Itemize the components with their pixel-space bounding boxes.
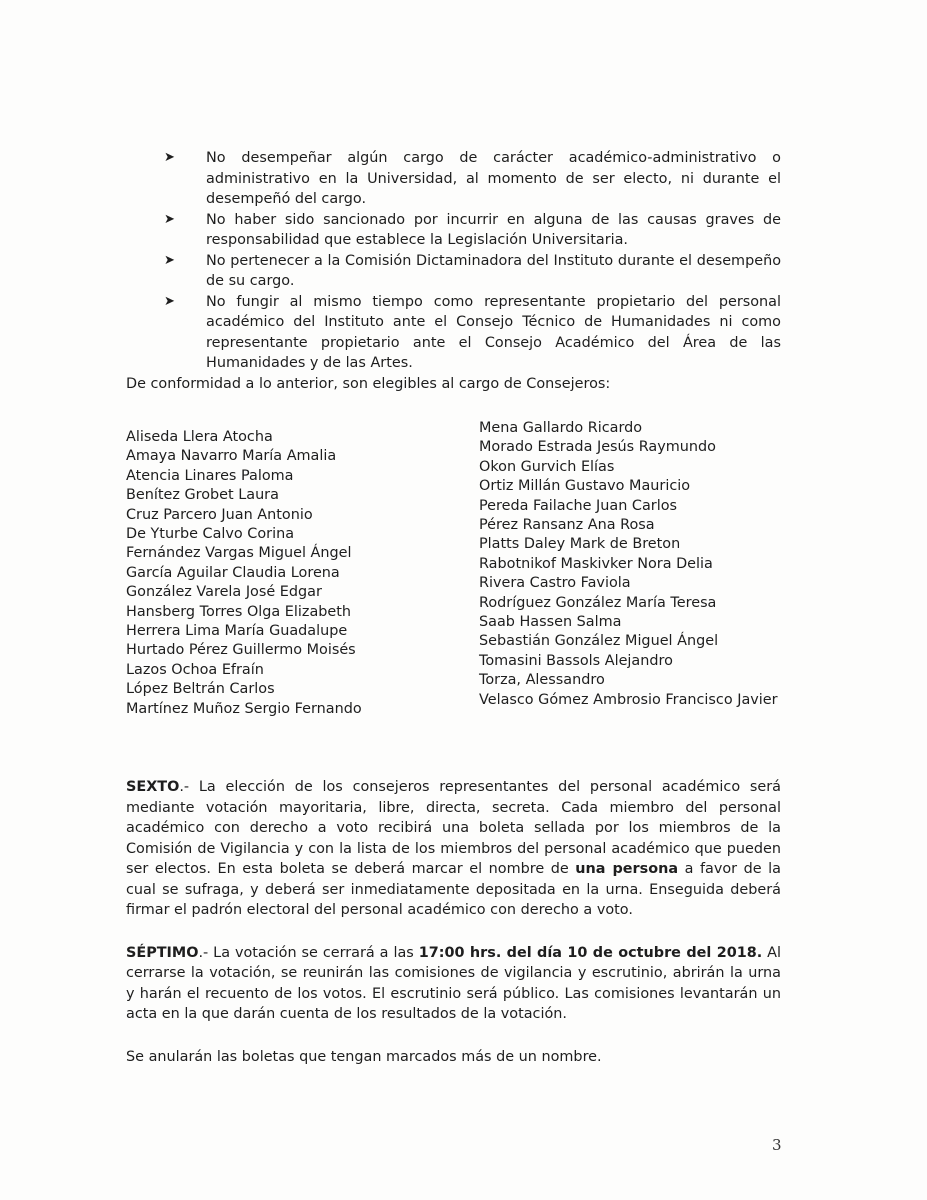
candidate-name: Ortiz Millán Gustavo Mauricio xyxy=(479,478,691,495)
candidate-name: Hansberg Torres Olga Elizabeth xyxy=(126,603,352,620)
page-content xyxy=(126,148,781,1067)
septimo-text-2: Al cerrarse la votación, se reunirán las comisiones de vigilancia y escrutinio, abrirán la urna y harán el recuento de los votos. El escrutinio será público. Las comisiones levantarán un acta en la que darán cuenta de los resultados de la votación. xyxy=(126,944,782,1023)
candidate-name: Pereda Failache Juan Carlos xyxy=(479,497,678,514)
requirements-list xyxy=(126,148,781,374)
arrow-bullet-icon: ➤ xyxy=(164,150,175,165)
candidate-name: Sebastián González Miguel Ángel xyxy=(479,633,719,650)
candidate-name: Rodríguez González María Teresa xyxy=(479,594,717,611)
candidate-name: Tomasini Bassols Alejandro xyxy=(479,652,673,669)
septimo-paragraph xyxy=(126,943,781,1025)
sexto-paragraph xyxy=(126,777,781,921)
candidate-name: Platts Daley Mark de Breton xyxy=(479,536,681,553)
septimo-text-1: .- La votación se cerrará a las xyxy=(198,944,419,961)
arrow-bullet-icon: ➤ xyxy=(164,293,175,309)
candidate-name: Rabotnikof Maskivker Nora Delia xyxy=(479,555,713,572)
arrow-bullet-icon: ➤ xyxy=(164,211,175,227)
candidate-name: Atencia Linares Paloma xyxy=(126,467,294,484)
candidate-name: García Aguilar Claudia Lorena xyxy=(126,564,340,581)
sexto-text-2: a favor de la cual se sufraga, y deberá ser inmediatamente depositada en la urna. Enseguida deberá firmar el padrón electoral del personal académico con derecho a voto. xyxy=(126,861,781,919)
candidate-name: Pérez Ransanz Ana Rosa xyxy=(479,517,655,534)
candidate-name: Fernández Vargas Miguel Ángel xyxy=(126,545,352,562)
eligible-names xyxy=(126,420,781,719)
names-column-right xyxy=(479,419,781,719)
septimo-label: SÉPTIMO xyxy=(126,944,199,961)
candidate-name: Herrera Lima María Guadalupe xyxy=(126,623,348,640)
names-column-left xyxy=(126,428,479,719)
requirement-item: ➤ No haber sido sancionado por incurrir en alguna de las causas graves de responsabilidad que establece la Legislación Universitaria. xyxy=(164,211,781,248)
candidate-name: González Varela José Edgar xyxy=(126,584,322,601)
candidate-name: Hurtado Pérez Guillermo Moisés xyxy=(126,642,356,659)
requirement-item: ➤ No fungir al mismo tiempo como representante propietario del personal académico del Instituto ante el Consejo Técnico de Humanidades ni como representante propietario ante el Consejo Académico del Área de las Humanidades y de las Artes. xyxy=(164,293,781,371)
candidate-name: Benítez Grobet Laura xyxy=(126,487,279,504)
sexto-text-1: .- La elección de los consejeros representantes del personal académico será mediante votación mayoritaria, libre, directa, secreta. Cada miembro del personal académico con derecho a voto recibirá una boleta sellada por los miembros de la Comisión de Vigilancia y con la lista de los miembros del personal académico que pueden ser electos. En esta boleta se deberá marcar el nombre de xyxy=(126,779,781,878)
candidate-name: Martínez Muñoz Sergio Fernando xyxy=(126,700,362,717)
candidate-name: Morado Estrada Jesús Raymundo xyxy=(479,439,716,456)
candidate-name: De Yturbe Calvo Corina xyxy=(126,526,295,543)
sexto-label: SEXTO xyxy=(126,779,180,796)
candidate-name: Saab Hassen Salma xyxy=(479,614,622,631)
candidate-name: Cruz Parcero Juan Antonio xyxy=(126,506,313,523)
eligible-intro: De conformidad a lo anterior, son elegibles al cargo de Consejeros: xyxy=(126,375,611,392)
requirement-item: ➤ No pertenecer a la Comisión Dictaminadora del Instituto durante el desempeño de su cargo. xyxy=(164,252,781,289)
page-number: 3 xyxy=(772,1136,782,1154)
requirement-item: ➤ No desempeñar algún cargo de carácter académico-administrativo o administrativo en la Universidad, al momento de ser electo, ni durante el desempeñó del cargo. xyxy=(164,150,781,207)
candidate-name: Aliseda Llera Atocha xyxy=(126,429,273,445)
annulment-note: Se anularán las boletas que tengan marcados más de un nombre. xyxy=(126,1048,602,1065)
candidate-name: Rivera Castro Faviola xyxy=(479,575,631,592)
candidate-name: Lazos Ochoa Efraín xyxy=(126,661,264,678)
candidate-name: Okon Gurvich Elías xyxy=(479,458,615,475)
septimo-bold: 17:00 hrs. del día 10 de octubre del 2018. xyxy=(418,944,763,961)
candidate-name: Velasco Gómez Ambrosio Francisco Javier xyxy=(479,691,778,708)
candidate-name: López Beltrán Carlos xyxy=(126,681,275,698)
candidate-name: Mena Gallardo Ricardo xyxy=(479,420,643,436)
arrow-bullet-icon: ➤ xyxy=(164,252,175,268)
sexto-bold: una persona xyxy=(575,861,679,878)
candidate-name: Amaya Navarro María Amalia xyxy=(126,448,337,465)
candidate-name: Torza, Alessandro xyxy=(479,672,605,689)
